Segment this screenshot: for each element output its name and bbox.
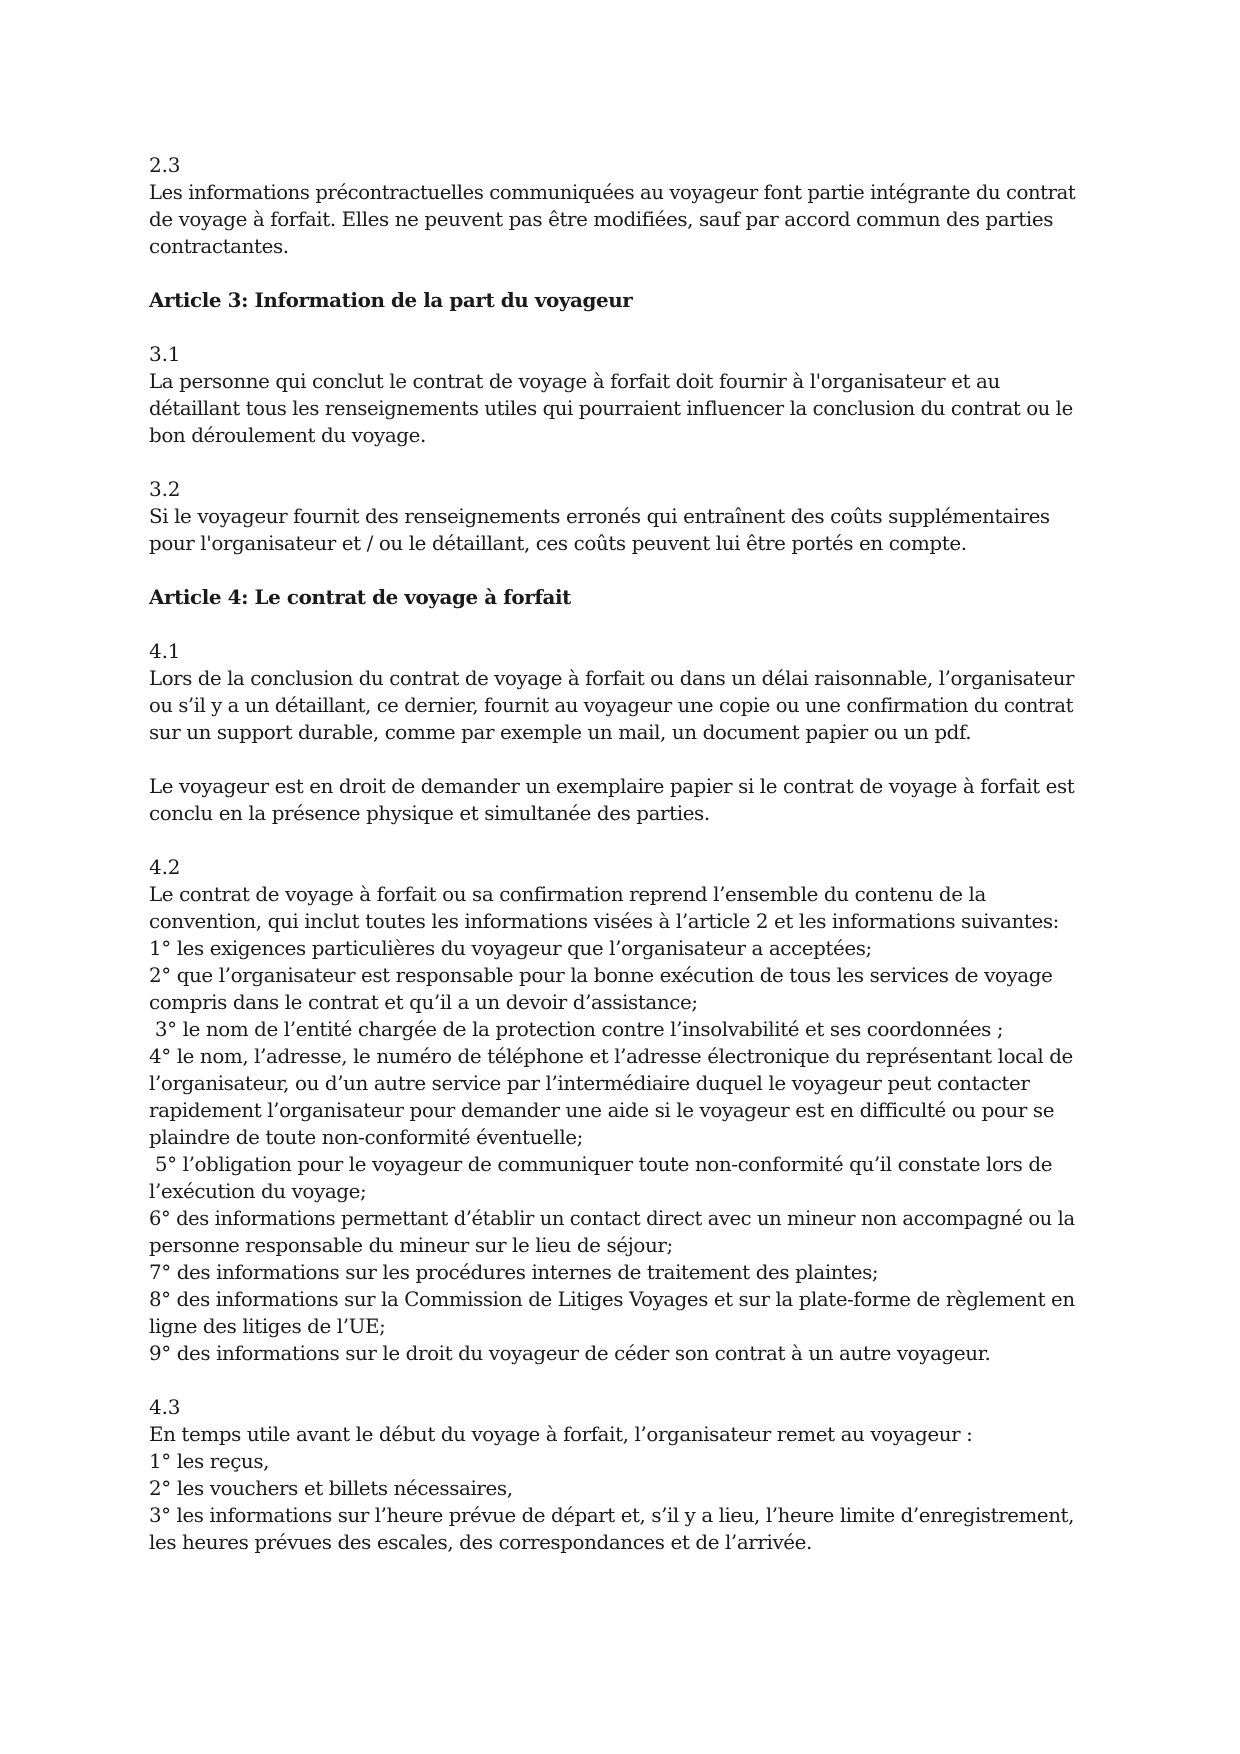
section-3-1 [149, 341, 1104, 449]
paragraph-line: Les informations précontractuelles communiquées au voyageur font partie intégrante du contrat [149, 181, 1076, 204]
list-item: plaindre de toute non-conformité éventuelle; [149, 1126, 583, 1149]
article-4-heading: Article 4: Le contrat de voyage à forfait [149, 585, 571, 609]
section-4-2 [149, 854, 1104, 1367]
paragraph-line: En temps utile avant le début du voyage à forfait, l’organisateur remet au voyageur : [149, 1423, 973, 1446]
section-number: 4.3 [149, 1395, 181, 1419]
list-item: 1° les exigences particulières du voyageur que l’organisateur a acceptées; [149, 937, 872, 960]
list-item: compris dans le contrat et qu’il a un devoir d’assistance; [149, 991, 698, 1014]
list-item: personne responsable du mineur sur le lieu de séjour; [149, 1234, 673, 1257]
section-number: 3.1 [149, 342, 181, 366]
paragraph-line: pour l'organisateur et / ou le détaillant, ces coûts peuvent lui être portés en compte. [149, 532, 967, 555]
section-2-3 [149, 152, 1104, 260]
paragraph-line: contractantes. [149, 235, 289, 258]
document-page [149, 152, 1104, 1556]
section-3-2 [149, 476, 1104, 557]
list-item: ligne des litiges de l’UE; [149, 1315, 386, 1338]
paragraph-line: ou s’il y a un détaillant, ce dernier, fournit au voyageur une copie ou une confirmation du contrat [149, 694, 1074, 717]
paragraph-line: convention, qui inclut toutes les informations visées à l’article 2 et les informations suivantes: [149, 910, 1059, 933]
section-number: 2.3 [149, 153, 181, 177]
list-item: 2° que l’organisateur est responsable pour la bonne exécution de tous les services de voyage [149, 964, 1053, 987]
list-item: 8° des informations sur la Commission de Litiges Voyages et sur la plate-forme de règlement en [149, 1288, 1075, 1311]
list-item: 5° l’obligation pour le voyageur de communiquer toute non-conformité qu’il constate lors de [149, 1153, 1053, 1176]
paragraph-line: bon déroulement du voyage. [149, 424, 426, 447]
list-item: 3° les informations sur l’heure prévue de départ et, s’il y a lieu, l’heure limite d’enregistrement, [149, 1504, 1074, 1527]
list-item: l’exécution du voyage; [149, 1180, 367, 1203]
section-number: 4.1 [149, 639, 181, 663]
paragraph-line: de voyage à forfait. Elles ne peuvent pas être modifiées, sauf par accord commun des parties [149, 208, 1054, 231]
list-item: 9° des informations sur le droit du voyageur de céder son contrat à un autre voyageur. [149, 1342, 991, 1365]
section-4-3 [149, 1394, 1104, 1556]
paragraph-line: sur un support durable, comme par exemple un mail, un document papier ou un pdf. [149, 721, 972, 744]
list-item: 2° les vouchers et billets nécessaires, [149, 1477, 513, 1500]
list-item: 6° des informations permettant d’établir un contact direct avec un mineur non accompagné ou la [149, 1207, 1075, 1230]
section-number: 3.2 [149, 477, 181, 501]
paragraph-line: Lors de la conclusion du contrat de voyage à forfait ou dans un délai raisonnable, l’organisateur [149, 667, 1075, 690]
list-item: 4° le nom, l’adresse, le numéro de téléphone et l’adresse électronique du représentant local de [149, 1045, 1073, 1068]
paragraph-line: Si le voyageur fournit des renseignements erronés qui entraînent des coûts supplémentaires [149, 505, 1050, 528]
paragraph-line: Le contrat de voyage à forfait ou sa confirmation reprend l’ensemble du contenu de la [149, 883, 986, 906]
list-item: 1° les reçus, [149, 1450, 270, 1473]
list-item: rapidement l’organisateur pour demander une aide si le voyageur est en difficulté ou pour se [149, 1099, 1055, 1122]
list-item: 7° des informations sur les procédures internes de traitement des plaintes; [149, 1261, 879, 1284]
list-item: 3° le nom de l’entité chargée de la protection contre l’insolvabilité et ses coordonnées ; [149, 1018, 1004, 1041]
paragraph-line: La personne qui conclut le contrat de voyage à forfait doit fournir à l'organisateur et au [149, 370, 1000, 393]
paragraph-line: détaillant tous les renseignements utiles qui pourraient influencer la conclusion du contrat ou le [149, 397, 1073, 420]
list-item: l’organisateur, ou d’un autre service par l’intermédiaire duquel le voyageur peut contacter [149, 1072, 1030, 1095]
paragraph-line: Le voyageur est en droit de demander un exemplaire papier si le contrat de voyage à forfait est [149, 775, 1075, 798]
list-item: les heures prévues des escales, des correspondances et de l’arrivée. [149, 1531, 812, 1554]
section-4-1 [149, 638, 1104, 827]
article-3-heading: Article 3: Information de la part du voyageur [149, 288, 633, 312]
paragraph-line: conclu en la présence physique et simultanée des parties. [149, 802, 710, 825]
section-number: 4.2 [149, 855, 181, 879]
